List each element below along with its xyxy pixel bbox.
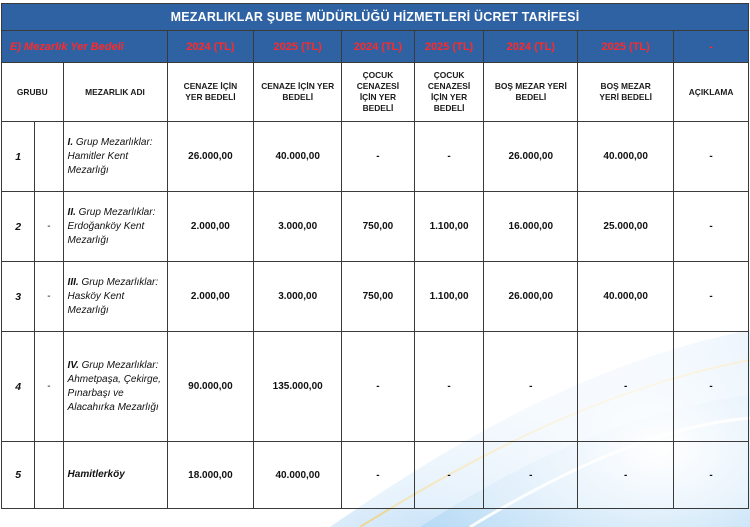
name-line: Mezarlığı: [67, 164, 109, 176]
name-line: Pınarbaşı ve: [67, 387, 124, 399]
header-row-years: [2, 31, 749, 63]
row-sub: -: [35, 262, 63, 332]
row-number: 3: [2, 262, 35, 332]
cemetery-name: [63, 122, 167, 192]
column-header-mezarlik-adi: MEZARLIK ADI: [63, 63, 167, 122]
value-cell: 2.000,00: [167, 262, 254, 332]
cemetery-name: [63, 442, 167, 509]
year-header: 2025 (TL): [414, 31, 484, 63]
table-row: [2, 332, 749, 442]
header-line: AÇIKLAMA: [688, 86, 734, 97]
value-cell: 90.000,00: [167, 332, 254, 442]
name-line: Hasköy Kent: [67, 290, 125, 302]
row-sub: [35, 442, 63, 509]
name-line: Alacahırka Mezarlığı: [67, 401, 159, 413]
tariff-table: [1, 3, 749, 509]
value-cell: -: [342, 442, 415, 509]
value-cell: -: [578, 332, 674, 442]
group-roman: IV.: [67, 359, 79, 371]
column-header-cocuk-2024: [342, 63, 415, 122]
value-cell: 750,00: [342, 262, 415, 332]
value-cell: -: [674, 192, 749, 262]
header-line: BOŞ MEZAR YERİ: [494, 81, 567, 91]
cemetery-name: [63, 192, 167, 262]
value-cell: -: [674, 122, 749, 192]
row-number: 5: [2, 442, 35, 509]
value-cell: 26.000,00: [484, 122, 578, 192]
value-cell: 25.000,00: [578, 192, 674, 262]
row-sub: -: [35, 332, 63, 442]
year-header: 2025 (TL): [254, 31, 342, 63]
value-cell: 18.000,00: [167, 442, 254, 509]
value-cell: -: [578, 442, 674, 509]
name-line: Hamitlerköy: [67, 469, 125, 480]
value-cell: 40.000,00: [578, 262, 674, 332]
value-cell: 26.000,00: [167, 122, 254, 192]
row-number: 4: [2, 332, 35, 442]
value-cell: -: [674, 332, 749, 442]
value-cell: 16.000,00: [484, 192, 578, 262]
header-line: İÇİN YER BEDELİ: [430, 92, 468, 113]
header-line: CENAZE İÇİN YER: [261, 81, 335, 91]
header-line: ÇOCUK: [362, 70, 394, 80]
value-cell: -: [342, 332, 415, 442]
name-line: Erdoğanköy Kent: [67, 220, 145, 232]
name-line: Grup Mezarlıklar:: [78, 206, 156, 218]
column-header-cenaze-2025: [254, 63, 342, 122]
value-cell: 2.000,00: [167, 192, 254, 262]
value-cell: -: [484, 332, 578, 442]
value-cell: 26.000,00: [484, 262, 578, 332]
name-line: Ahmetpaşa, Çekirge,: [67, 373, 161, 385]
value-cell: 40.000,00: [254, 122, 342, 192]
value-cell: 1.100,00: [414, 192, 484, 262]
year-header: 2025 (TL): [578, 31, 674, 63]
value-cell: -: [414, 442, 484, 509]
column-header-grubu: GRUBU: [2, 63, 64, 122]
name-line: Grup Mezarlıklar:: [75, 136, 153, 148]
value-cell: -: [414, 122, 484, 192]
value-cell: -: [414, 332, 484, 442]
value-cell: 750,00: [342, 192, 415, 262]
group-roman: I.: [67, 136, 74, 148]
header-line: CENAZE İÇİN: [183, 81, 238, 91]
value-cell: 3.000,00: [254, 192, 342, 262]
value-cell: -: [674, 262, 749, 332]
header-line: CENAZESİ: [427, 81, 471, 91]
year-header: 2024 (TL): [167, 31, 254, 63]
table-row: [2, 192, 749, 262]
table-row: [2, 122, 749, 192]
value-cell: 40.000,00: [254, 442, 342, 509]
column-header-cenaze-2024: [167, 63, 254, 122]
year-header: 2024 (TL): [484, 31, 578, 63]
column-header-aciklama: [674, 63, 749, 122]
column-header-cocuk-2025: [414, 63, 484, 122]
name-line: Grup Mezarlıklar:: [81, 359, 159, 371]
group-roman: II.: [67, 206, 76, 218]
year-header: 2024 (TL): [342, 31, 415, 63]
group-roman: III.: [67, 276, 79, 288]
row-number: 1: [2, 122, 35, 192]
cemetery-name: [63, 262, 167, 332]
header-line: YERİ BEDELİ: [599, 92, 652, 102]
row-sub: -: [35, 192, 63, 262]
value-cell: -: [484, 442, 578, 509]
table-title: MEZARLIKLAR ŞUBE MÜDÜRLÜĞÜ HİZMETLERİ ÜCRET TARİFESİ: [2, 4, 749, 31]
cemetery-name: [63, 332, 167, 442]
value-cell: 1.100,00: [414, 262, 484, 332]
value-cell: -: [674, 442, 749, 509]
row-number: 2: [2, 192, 35, 262]
value-cell: -: [342, 122, 415, 192]
row-sub: [35, 122, 63, 192]
header-line: CENAZESİ: [356, 81, 400, 91]
header-line: BOŞ MEZAR: [600, 81, 651, 91]
section-label: E) Mezarlık Yer Bedeli: [2, 31, 168, 63]
name-line: Hamitler Kent: [67, 150, 129, 162]
value-cell: 135.000,00: [254, 332, 342, 442]
header-line: İÇİN YER BEDELİ: [359, 92, 396, 113]
name-line: Grup Mezarlıklar:: [81, 276, 159, 288]
column-header-bos-2025: [578, 63, 674, 122]
table-row: [2, 262, 749, 332]
header-line: BEDELİ: [515, 92, 547, 102]
header-line: BEDELİ: [282, 92, 314, 102]
header-row-columns: [2, 63, 749, 122]
column-header-bos-2024: [484, 63, 578, 122]
header-line: YER BEDELİ: [185, 92, 236, 102]
name-line: Mezarlığı: [67, 304, 109, 316]
title-row: [2, 4, 749, 31]
table-row: [2, 442, 749, 509]
year-header: -: [674, 31, 749, 63]
value-cell: 3.000,00: [254, 262, 342, 332]
name-line: Mezarlığı: [67, 234, 109, 246]
header-line: ÇOCUK: [433, 70, 465, 80]
value-cell: 40.000,00: [578, 122, 674, 192]
